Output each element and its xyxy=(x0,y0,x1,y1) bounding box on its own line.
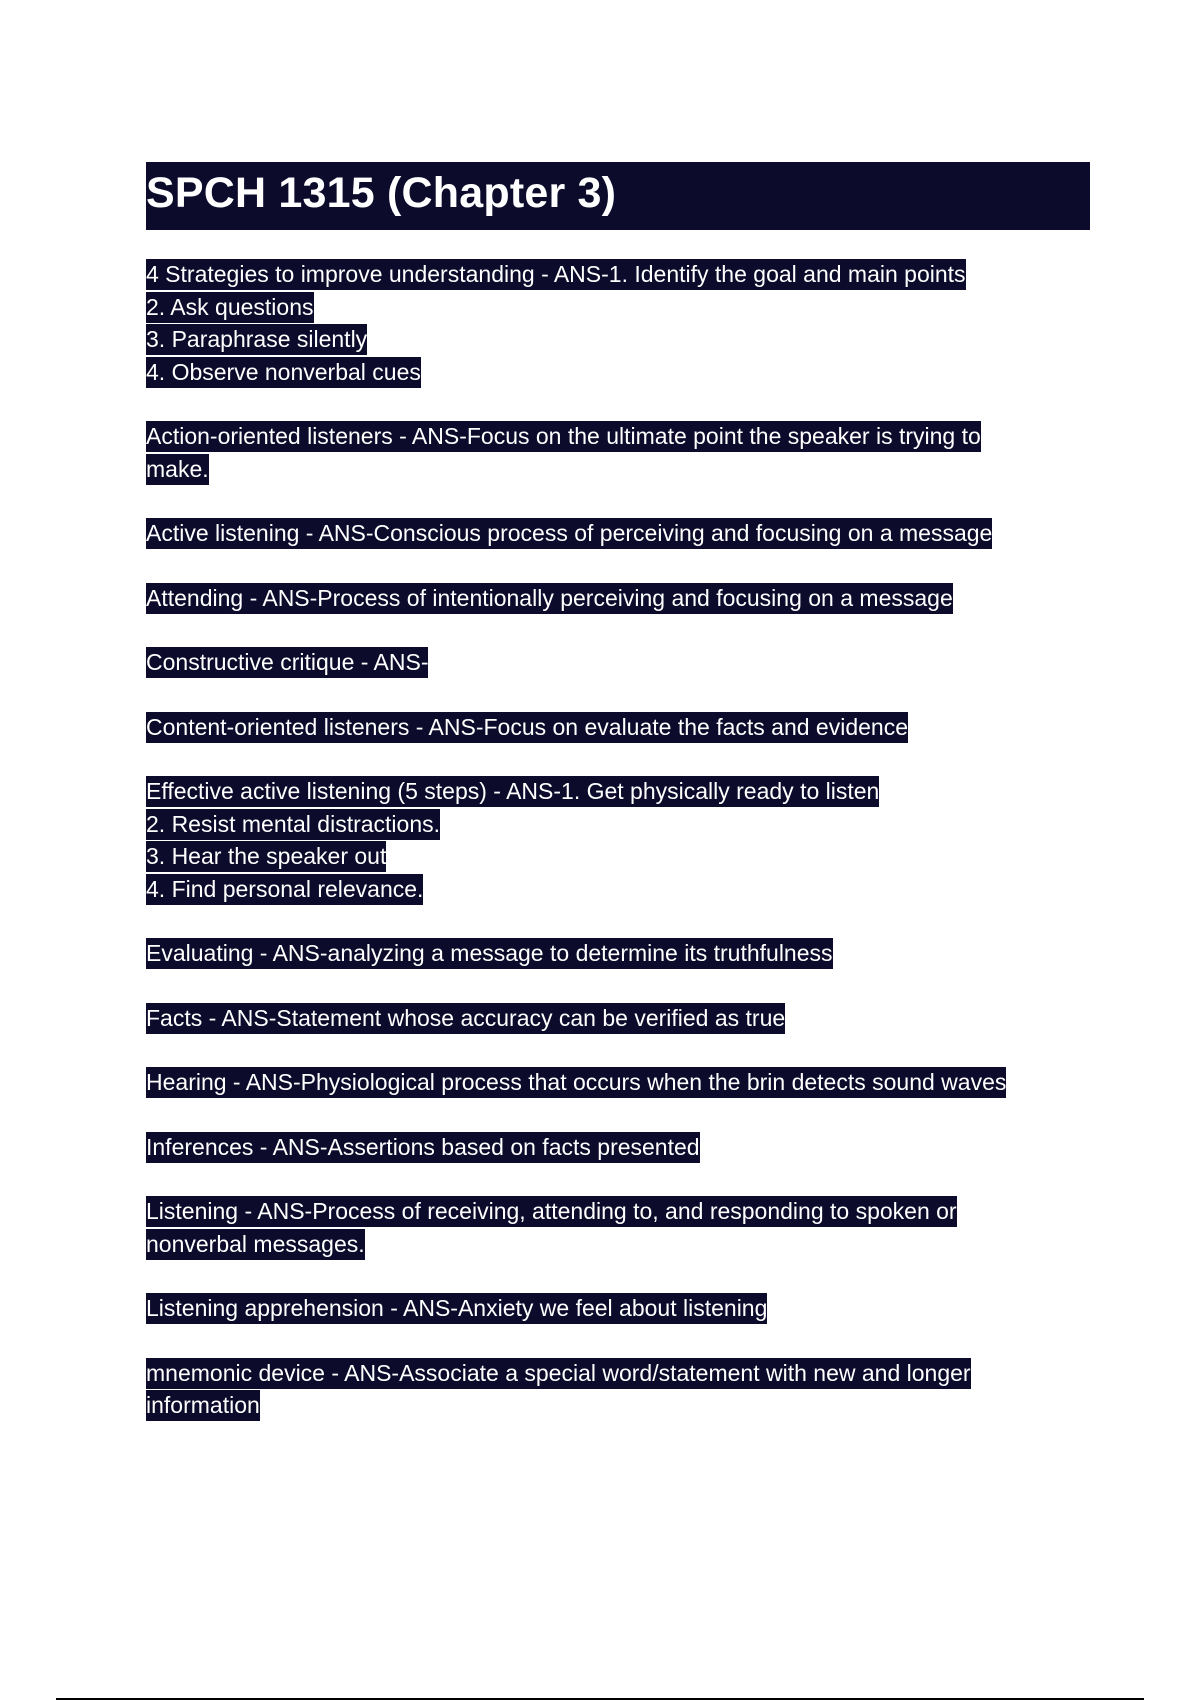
entry-line xyxy=(146,775,1090,808)
entry-line xyxy=(146,582,1090,615)
entry-line xyxy=(146,291,1090,324)
entry-line xyxy=(146,1195,1090,1228)
flashcard-entry xyxy=(146,420,1090,485)
entry-text: 4. Observe nonverbal cues xyxy=(146,357,421,388)
entry-text: Content-oriented listeners - ANS-Focus on evaluate the facts and evidence xyxy=(146,712,908,743)
entry-text: Inferences - ANS-Assertions based on facts presented xyxy=(146,1132,700,1163)
entry-line xyxy=(146,1228,1090,1261)
flashcard-entry xyxy=(146,1131,1090,1164)
entry-text: Listening - ANS-Process of receiving, attending to, and responding to spoken or xyxy=(146,1196,957,1227)
entry-text: Listening apprehension - ANS-Anxiety we feel about listening xyxy=(146,1293,767,1324)
entry-text: 3. Paraphrase silently xyxy=(146,324,367,355)
entry-text: information xyxy=(146,1390,260,1421)
flashcard-entry xyxy=(146,1357,1090,1422)
entry-text: Evaluating - ANS-analyzing a message to determine its truthfulness xyxy=(146,938,833,969)
entry-line xyxy=(146,356,1090,389)
entry-line xyxy=(146,323,1090,356)
entry-line xyxy=(146,873,1090,906)
entry-text: make. xyxy=(146,454,209,485)
entry-text: Constructive critique - ANS- xyxy=(146,647,428,678)
entry-text: Effective active listening (5 steps) - ANS-1. Get physically ready to listen xyxy=(146,776,879,807)
title-bar xyxy=(146,162,1090,230)
entry-text: 4. Find personal relevance. xyxy=(146,874,423,905)
entry-text: 2. Resist mental distractions. xyxy=(146,809,440,840)
document-page xyxy=(146,162,1090,1454)
entry-text: Hearing - ANS-Physiological process that occurs when the brin detects sound waves xyxy=(146,1067,1006,1098)
flashcard-entry xyxy=(146,937,1090,970)
flashcard-entry xyxy=(146,1292,1090,1325)
entry-line xyxy=(146,808,1090,841)
entry-text: 4 Strategies to improve understanding - ANS-1. Identify the goal and main points xyxy=(146,259,966,290)
entry-line xyxy=(146,840,1090,873)
flashcard-entry xyxy=(146,1066,1090,1099)
entry-line xyxy=(146,453,1090,486)
entry-line xyxy=(146,1066,1090,1099)
flashcard-entry xyxy=(146,711,1090,744)
entry-text: Attending - ANS-Process of intentionally perceiving and focusing on a message xyxy=(146,583,953,614)
entry-line xyxy=(146,937,1090,970)
entry-line xyxy=(146,1357,1090,1390)
entry-line xyxy=(146,1131,1090,1164)
flashcard-entry xyxy=(146,582,1090,615)
entry-line xyxy=(146,517,1090,550)
entry-text: mnemonic device - ANS-Associate a special word/statement with new and longer xyxy=(146,1358,971,1389)
entry-text: nonverbal messages. xyxy=(146,1229,365,1260)
entry-line xyxy=(146,420,1090,453)
entry-text: 3. Hear the speaker out xyxy=(146,841,386,872)
flashcard-entry xyxy=(146,775,1090,905)
flashcard-entry xyxy=(146,1002,1090,1035)
page-title: SPCH 1315 (Chapter 3) xyxy=(146,168,617,217)
flashcard-entry xyxy=(146,517,1090,550)
entry-text: Facts - ANS-Statement whose accuracy can be verified as true xyxy=(146,1003,785,1034)
entry-text: Active listening - ANS-Conscious process of perceiving and focusing on a message xyxy=(146,518,992,549)
entry-line xyxy=(146,711,1090,744)
flashcard-entry xyxy=(146,258,1090,388)
entry-text: Action-oriented listeners - ANS-Focus on the ultimate point the speaker is trying to xyxy=(146,421,981,452)
entry-line xyxy=(146,646,1090,679)
entry-line xyxy=(146,1389,1090,1422)
flashcard-list xyxy=(146,258,1090,1422)
entry-line xyxy=(146,1002,1090,1035)
flashcard-entry xyxy=(146,1195,1090,1260)
entry-text: 2. Ask questions xyxy=(146,292,314,323)
entry-line xyxy=(146,258,1090,291)
flashcard-entry xyxy=(146,646,1090,679)
entry-line xyxy=(146,1292,1090,1325)
